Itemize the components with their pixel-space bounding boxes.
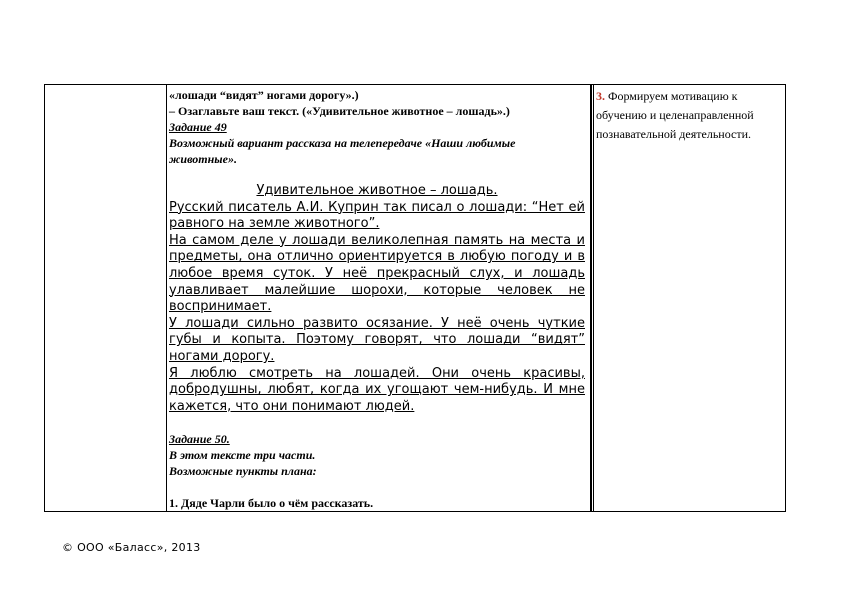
content-column: [169, 87, 585, 511]
plan-item: 1. Дяде Чарли было о чём рассказать.: [169, 496, 374, 511]
task-50-text: Возможные пункты плана:: [169, 464, 317, 479]
column-divider: [166, 85, 167, 511]
lesson-table: [44, 84, 786, 512]
goal-text: Формируем мотивацию к обучению и целенаправленной познавательной деятельности.: [596, 89, 754, 141]
story-paragraph: На самом деле у лошади великолепная память на места и предметы, она отлично ориентируется в любую погоду и в любое время суток. У неё прекрасный слух, и лошадь улавливает малейшие шорохи, которые человек не воспринимает.: [169, 232, 585, 315]
task-49-heading: Задание 49: [169, 120, 227, 134]
column-divider: [593, 85, 594, 511]
text-line: – Озаглавьте ваш текст. («Удивительное животное – лошадь».): [169, 104, 510, 118]
story-paragraph: У лошади сильно развито осязание. У неё очень чуткие губы и копыта. Поэтому говорят, что лошади “видят” ногами дорогу.: [169, 315, 585, 364]
task-50-text: В этом тексте три части.: [169, 448, 316, 463]
story-paragraph: Я люблю смотреть на лошадей. Они очень красивы, добродушны, любят, когда их угощают чем-нибудь. И мне кажется, что они понимают людей.: [169, 365, 585, 414]
text-line: «лошади “видят” ногами дорогу».): [169, 88, 359, 102]
story-paragraph: Русский писатель А.И. Куприн так писал о лошади: “Нет ей равного на земле животного”.: [169, 199, 585, 232]
goal-number: 3.: [596, 89, 605, 103]
copyright-footer: © ООО «Баласс», 2013: [62, 541, 201, 554]
goal-column: [596, 87, 781, 144]
task-50-heading: Задание 50.: [169, 432, 230, 447]
story-title: Удивительное животное – лошадь.: [256, 183, 498, 198]
task-49-text: Возможный вариант рассказа на телепередаче «Наши любимые животные».: [169, 136, 516, 166]
column-divider: [590, 85, 592, 511]
